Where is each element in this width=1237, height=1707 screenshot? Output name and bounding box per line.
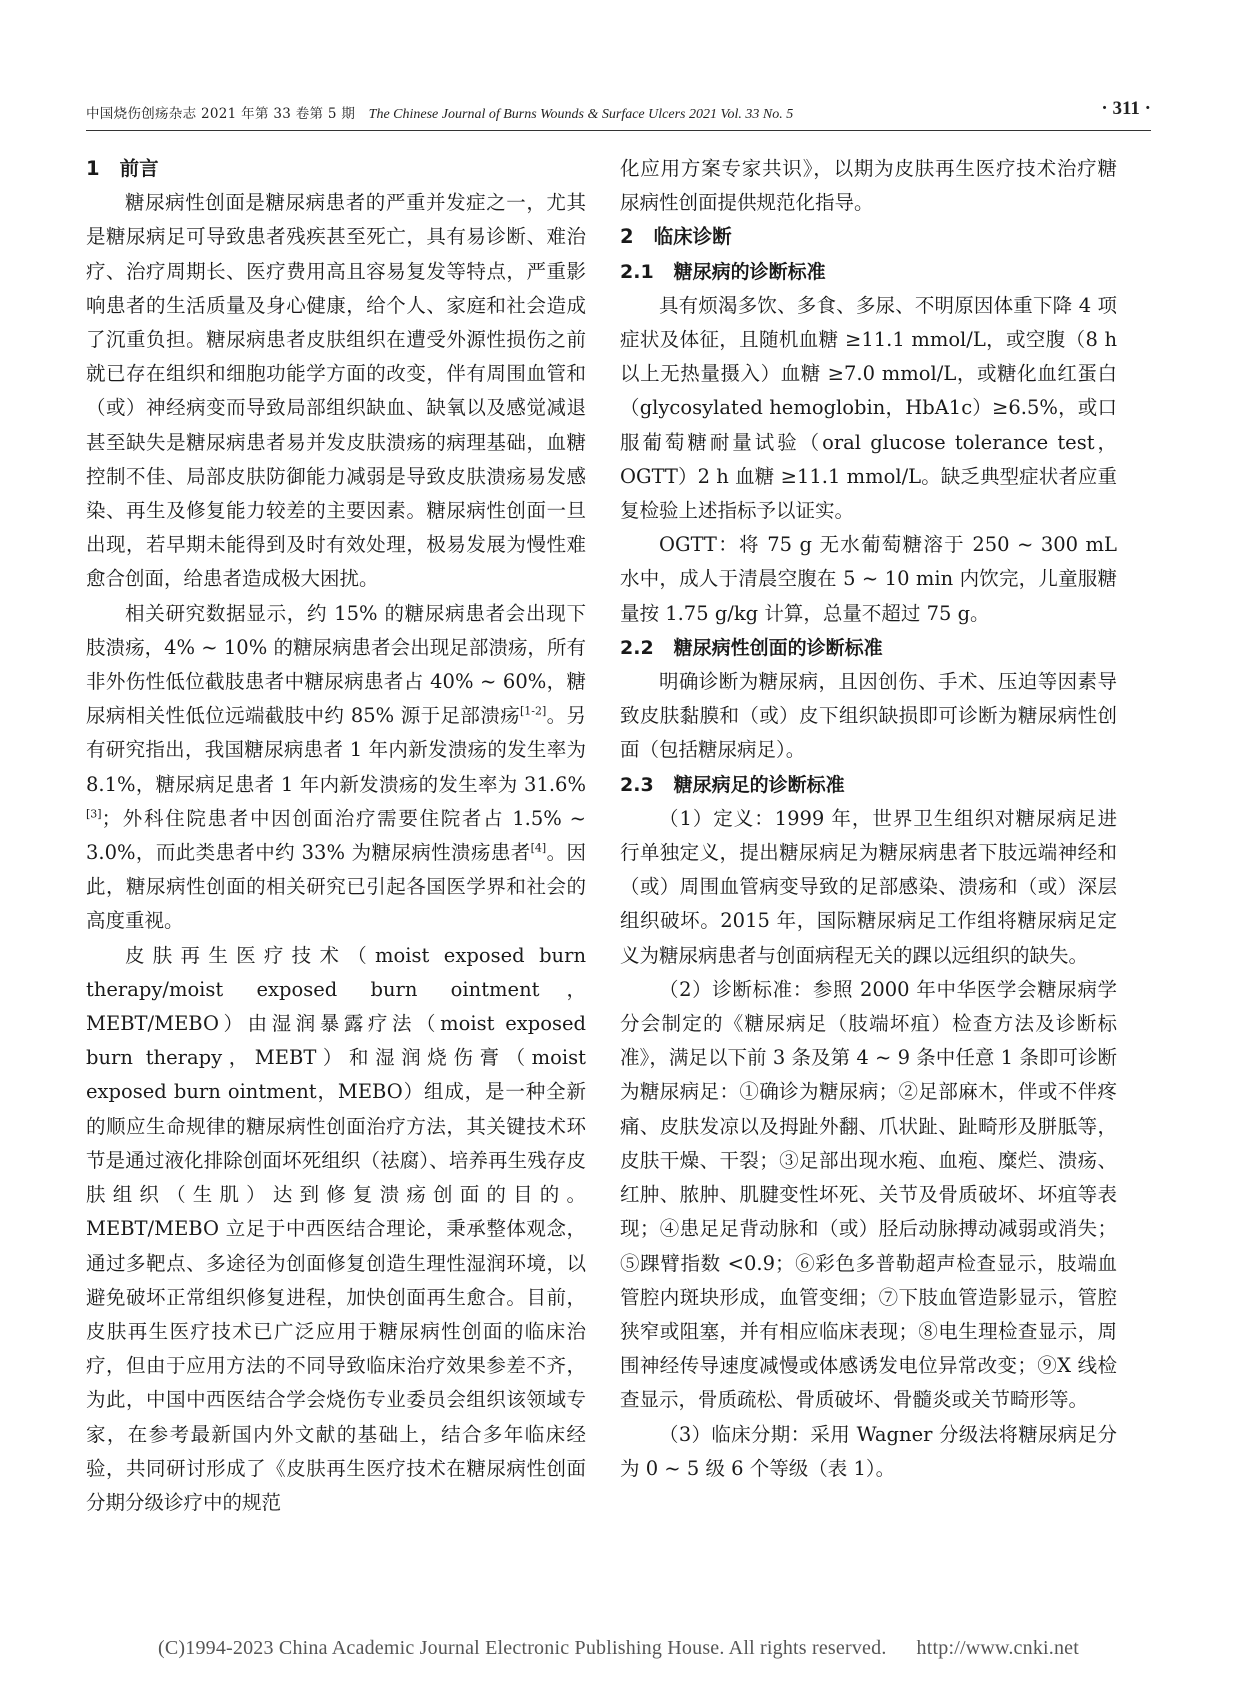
subsection-number: 2.1 — [620, 260, 654, 283]
paragraph: 具有烦渴多饮、多食、多尿、不明原因体重下降 4 项症状及体征，且随机血糖 ≥11.1 mmol/L，或空腹（8 h 以上无热量摄入）血糖 ≥7.0 mmol/L，或糖化血红蛋白（glycosylated hemoglobin，HbA1c）≥6.5%，或口服葡萄糖耐量试验（oral glucose tolerance test，OGTT）2 h 血糖 ≥11.1 mmol/L。缺乏典型症状者应重复检验上述指标予以证实。 — [620, 293, 1117, 523]
section-title: 前言 — [119, 157, 159, 180]
subsection-title: 糖尿病的诊断标准 — [673, 260, 826, 283]
section-heading-2 — [620, 220, 1117, 254]
citation-ref: [3] — [86, 807, 102, 821]
paragraph: （3）临床分期：采用 Wagner 分级法将糖尿病足分为 0 ~ 5 级 6 个等级（表 1）。 — [620, 1422, 1117, 1480]
journal-name-en: The Chinese Journal of Burns Wounds & Surface Ulcers 2021 Vol. 33 No. 5 — [368, 107, 794, 122]
running-header — [86, 100, 1151, 131]
paragraph: 皮肤再生医疗技术（moist exposed burn therapy/moist exposed burn ointment，MEBT/MEBO）由湿润暴露疗法（moist exposed burn therapy，MEBT）和湿润烧伤膏（moist exposed burn ointment，MEBO）组成，是一种全新的顺应生命规律的糖尿病性创面治疗方法，其关键技术环节是通过液化排除创面坏死组织（祛腐）、培养再生残存皮肤组织（生肌）达到修复溃疡创面的目的。MEBT/MEBO 立足于中西医结合理论，秉承整体观念，通过多靶点、多途径为创面修复创造生理性湿润环境，以避免破坏正常组织修复进程，加快创面再生愈合。目前，皮肤再生医疗技术已广泛应用于糖尿病性创面的临床治疗，但由于应用方法的不同导致临床治疗效果参差不齐，为此，中国中西医结合学会烧伤专业委员会组织该领域专家，在参考最新国内外文献的基础上，结合多年临床经验，共同研讨形成了《皮肤再生医疗技术在糖尿病性创面分期分级诊疗中的规范 — [86, 943, 586, 1514]
citation-ref: [1-2] — [519, 704, 547, 718]
journal-name-cn: 中国烧伤创疡杂志 2021 年第 33 卷第 5 期 — [86, 106, 356, 122]
subsection-number: 2.3 — [620, 773, 654, 796]
subsection-number: 2.2 — [620, 636, 654, 659]
subsection-heading-2-3 — [620, 768, 1117, 802]
subsection-title: 糖尿病性创面的诊断标准 — [673, 636, 883, 659]
text-run: 。另有研究指出，我国糖尿病患者 1 年内新发溃疡的发生率为 8.1%，糖尿病足患者 1 年内新发溃疡的发生率为 31.6% — [86, 704, 586, 796]
section-heading-1 — [86, 152, 586, 186]
paragraph: OGTT：将 75 g 无水葡萄糖溶于 250 ~ 300 mL 水中，成人于清晨空腹在 5 ~ 10 min 内饮完，儿童服糖量按 1.75 g/kg 计算，总量不超过 75 g。 — [620, 533, 1117, 625]
section-title: 临床诊断 — [653, 225, 732, 249]
copyright-footer — [0, 1637, 1237, 1660]
subsection-heading-2-1 — [620, 255, 1117, 289]
section-number: 1 — [86, 157, 100, 180]
paragraph: （2）诊断标准：参照 2000 年中华医学会糖尿病学分会制定的《糖尿病足（肢端坏疽）检查方法及诊断标准》，满足以下前 3 条及第 4 ~ 9 条中任意 1 条即可诊断为糖尿病足：①确诊为糖尿病；②足部麻木，伴或不伴疼痛、皮肤发凉以及拇趾外翻、爪状趾、趾畸形及胼胝等，皮肤干燥、干裂；③足部出现水疱、血疱、糜烂、溃疡、红肿、脓肿、肌腱变性坏死、关节及骨质破坏、坏疽等表现；④患足足背动脉和（或）胫后动脉搏动减弱或消失；⑤踝臂指数 <0.9；⑥彩色多普勒超声检查显示，肢端血管腔内斑块形成，血管变细；⑦下肢血管造影显示，管腔狭窄或阻塞，并有相应临床表现；⑧电生理检查显示，周围神经传导速度减慢或体感诱发电位异常改变；⑨X 线检查显示，骨质疏松、骨质破坏、骨髓炎或关节畸形等。 — [620, 977, 1117, 1412]
section-number: 2 — [620, 225, 634, 249]
text-run: 相关研究数据显示，约 15% 的糖尿病患者会出现下肢溃疡，4% ~ 10% 的糖尿病患者会出现足部溃疡，所有非外伤性低位截肢患者中糖尿病患者占 40% ~ 60%，糖尿病相关性低位远端截肢中约 85% 源于足部溃疡 — [86, 601, 586, 728]
paragraph — [86, 597, 586, 939]
subsection-heading-2-2 — [620, 631, 1117, 665]
paragraph: （1）定义：1999 年，世界卫生组织对糖尿病足进行单独定义，提出糖尿病足为糖尿病患者下肢远端神经和（或）周围血管病变导致的足部感染、溃疡和（或）深层组织破坏。2015 年，国际糖尿病足工作组将糖尿病足定义为糖尿病患者与创面病程无关的踝以远组织的缺失。 — [620, 806, 1117, 967]
paragraph: 明确诊断为糖尿病，且因创伤、手术、压迫等因素导致皮肤黏膜和（或）皮下组织缺损即可诊断为糖尿病性创面（包括糖尿病足）。 — [620, 670, 1117, 762]
left-column — [86, 152, 586, 1520]
paragraph: 糖尿病性创面是糖尿病患者的严重并发症之一，尤其是糖尿病足可导致患者残疾甚至死亡，具有易诊断、难治疗、治疗周期长、医疗费用高且容易复发等特点，严重影响患者的生活质量及身心健康，给个人、家庭和社会造成了沉重负担。糖尿病患者皮肤组织在遭受外源性损伤之前就已存在组织和细胞功能学方面的改变，伴有周围血管和（或）神经病变而导致局部组织缺血、缺氧以及感觉减退甚至缺失是糖尿病患者易并发皮肤溃疡的病理基础，血糖控制不佳、局部皮肤防御能力减弱是导致皮肤溃疡易发感染、再生及修复能力较差的主要因素。糖尿病性创面一旦出现，若早期未能得到及时有效处理，极易发展为慢性难愈合创面，给患者造成极大困扰。 — [86, 191, 586, 591]
journal-citation — [86, 102, 793, 123]
text-run: 。因此，糖尿病性创面的相关研究已引起各国医学界和社会的高度重视。 — [86, 841, 586, 933]
copyright-text: (C)1994-2023 China Academic Journal Electronic Publishing House. All rights reserved. — [157, 1637, 887, 1659]
citation-ref: [4] — [530, 841, 547, 855]
text-run: ；外科住院患者中因创面治疗需要住院者占 1.5% ~ 3.0%，而此类患者中约 33% 为糖尿病性溃疡患者 — [86, 806, 586, 865]
paragraph-continued: 化应用方案专家共识》，以期为皮肤再生医疗技术治疗糖尿病性创面提供规范化指导。 — [620, 157, 1117, 215]
footer-url: http://www.cnki.net — [916, 1637, 1080, 1659]
page-number: · 311 · — [1101, 98, 1151, 119]
right-column — [620, 152, 1117, 1486]
subsection-title: 糖尿病足的诊断标准 — [673, 773, 845, 796]
